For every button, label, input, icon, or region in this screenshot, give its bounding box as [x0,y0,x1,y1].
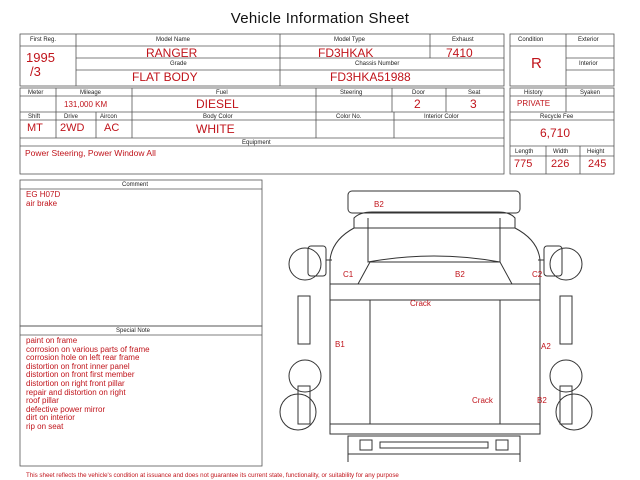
recycle-fee-value: 6,710 [540,126,571,140]
exhaust-value: 7410 [446,46,473,60]
height-value: 245 [588,158,607,170]
equipment-label: Equipment [242,140,271,146]
list-item: corrosion hole on left rear frame [26,353,140,363]
shift-label: Shift [28,114,41,120]
cab-top-outline [354,212,515,228]
list-item: corrosion on various parts of frame [26,344,150,354]
length-label: Length [515,149,534,155]
width-label: Width [553,149,569,155]
diagram-label-b1: B1 [335,340,345,349]
mid-left-wheel [289,360,321,392]
list-item: distortion on front inner panel [26,361,130,371]
fuel-value: DIESEL [196,97,239,111]
cargo-floor [370,300,500,424]
left-mirror [308,246,326,276]
equipment-value: Power Steering, Power Window All [25,148,156,158]
syaken-label: Syaken [580,90,601,96]
list-item: distortion on front first member [26,370,135,380]
diagram-label-c2: C2 [532,270,543,279]
aircon-label: Aircon [100,114,118,120]
body-color-value: WHITE [196,122,235,136]
first-reg-month: /3 [30,64,41,79]
diagram-label-a2: A2 [541,342,551,351]
mileage-label: Mileage [80,90,102,96]
right-side-panel-front [560,296,572,344]
door-value: 2 [414,97,421,111]
condition-label: Condition [518,37,544,43]
tailgate [330,424,540,434]
sheet-title: Vehicle Information Sheet [230,10,410,27]
front-left-wheel [289,248,321,280]
exhaust-label: Exhaust [452,37,474,43]
seat-value: 3 [470,97,477,111]
list-item: defective power mirror [26,404,106,414]
length-value: 775 [514,158,533,170]
color-no-label: Color No. [336,114,362,120]
diagram-label-c1: C1 [343,270,354,279]
cargo-bed [330,284,540,424]
drive-label: Drive [64,114,79,120]
front-right-wheel [550,248,582,280]
steering-label: Steering [340,90,363,96]
recycle-fee-label: Recycle Fee [540,114,574,120]
left-side-panel-front [298,296,310,344]
meter-label: Meter [28,90,44,96]
rear-right-wheel [556,394,592,430]
condition-value: R [531,55,542,72]
list-item: roof pillar [26,396,59,406]
grade-value: FLAT BODY [132,70,198,84]
exterior-label: Exterior [578,37,599,43]
list-item: paint on frame [26,336,78,345]
dashboard-line [358,262,512,284]
model-type-label: Model Type [334,37,365,43]
aircon-value: AC [104,122,120,134]
first-reg-year: 1995 [26,50,55,65]
comment-line: air brake [26,198,58,208]
height-label: Height [587,149,605,155]
seat-label: Seat [468,90,481,96]
shift-value: MT [27,122,43,134]
model-name-label: Model Name [156,37,191,43]
history-label: History [524,90,543,96]
history-value: PRIVATE [517,99,551,108]
diagram-label-b2-bottom: B2 [537,396,547,405]
comment-line: EG H07D [26,190,61,199]
chassis-number-label: Chassis Number [355,61,400,67]
diagram-label-crack-lower: Crack [472,396,493,405]
windshield [368,218,500,262]
chassis-number-value: FD3HKA51988 [330,70,411,84]
drive-value: 2WD [60,122,85,134]
disclaimer-footer: This sheet reflects the vehicle's condition at issuance and does not guarantee its current state, functionality, or suitability for any purpose [26,472,399,479]
right-mirror [544,246,562,276]
list-item: dirt on interior [26,413,75,423]
interior-color-label: Interior Color [424,114,459,120]
special-note-label: Special Note [116,328,151,334]
mid-right-wheel [550,360,582,392]
interior-label: Interior [579,61,598,67]
width-value: 226 [551,158,570,170]
first-reg-label: First Reg. [30,37,57,43]
body-color-label: Body Color [203,114,233,120]
diagram-label-crack-upper: Crack [410,299,431,308]
list-item: repair and distortion on right [26,387,126,397]
diagram-label-b2-mid: B2 [455,270,465,279]
model-name-value: RANGER [146,46,198,60]
mileage-value: 131,000 KM [64,100,108,109]
fuel-label: Fuel [216,90,228,96]
model-type-value: FD3HKAK [318,46,374,60]
list-item: rip on seat [26,421,64,431]
comment-label: Comment [122,182,149,188]
diagram-label-b2-top: B2 [374,200,384,209]
list-item: distortion on right front pillar [26,378,125,388]
grade-label: Grade [170,61,187,67]
rear-frame [348,436,520,454]
door-label: Door [412,90,426,96]
